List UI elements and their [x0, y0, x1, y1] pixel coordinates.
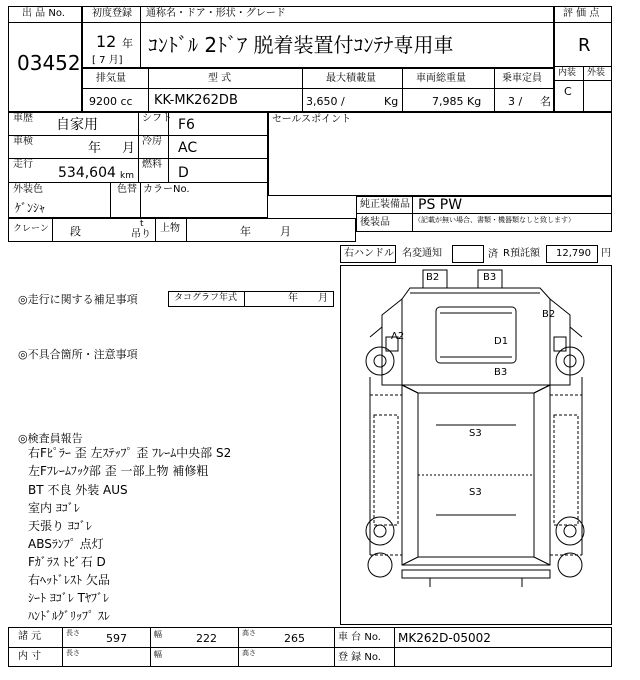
- inspector-line: BT 不良 外装 AUS: [28, 483, 128, 497]
- max-load-unit: Kg: [384, 95, 399, 108]
- fuel-label: 燃料: [142, 159, 162, 170]
- chassis-value: MK262D-05002: [398, 631, 491, 645]
- capacity-unit: 名: [540, 95, 551, 108]
- nameplate-label: 名変通知: [402, 248, 442, 259]
- displacement-label: 排気量: [96, 73, 126, 84]
- defects-label: ◎不具合箇所・注意事項: [18, 348, 138, 361]
- height-label: 高さ: [242, 629, 256, 637]
- lot-label: 出 品 No.: [22, 8, 65, 19]
- color-change-label: 色替: [117, 184, 137, 195]
- capacity-value: 3 /: [508, 95, 523, 108]
- ac-label: 冷房: [142, 136, 162, 147]
- width-label: 幅: [154, 630, 162, 639]
- exterior-color-value: ｹﾞﾝｼｬ: [15, 201, 46, 215]
- exterior-grade-label: 外装: [587, 68, 606, 78]
- damage-mark-d1: D1: [494, 336, 509, 347]
- exterior-color-label: 外装色: [13, 184, 43, 195]
- registration-label: 登 録 No.: [338, 652, 381, 663]
- equipment-value: PS PW: [418, 197, 463, 213]
- inspector-line: ｼｰﾄ ﾖｺﾞﾚ Tﾔﾌﾞﾚ: [28, 591, 109, 605]
- fuel-value: D: [178, 165, 189, 181]
- interior-dimensions-label: 内 寸: [18, 651, 42, 662]
- upper-year: 年: [240, 225, 251, 238]
- tachograph-label: タコグラフ年式: [174, 293, 238, 303]
- equipment-label: 純正装備品: [360, 199, 410, 210]
- inspector-line: ﾊﾝﾄﾞﾙｸﾞﾘｯﾌﾟ ｽﾚ: [28, 609, 110, 623]
- interior-height-label: 高さ: [242, 649, 256, 657]
- recycle-value: 12,790: [556, 248, 591, 259]
- chassis-label: 車 台 No.: [338, 632, 381, 643]
- inspection-label: 車検: [13, 136, 33, 147]
- interior-length-label: 長さ: [66, 649, 80, 657]
- truck-diagram: [340, 265, 612, 625]
- recycle-prefix: 済: [488, 249, 498, 260]
- damage-mark-s3-front: S3: [469, 428, 482, 439]
- interior-grade-label: 内装: [558, 68, 577, 78]
- model-label: 型 式: [208, 73, 232, 84]
- damage-mark-b3-mirror: B3: [483, 272, 497, 283]
- specs-dimensions-label: 諸 元: [18, 631, 42, 642]
- length-value: 597: [106, 632, 127, 645]
- car-name-label: 通称名・ドア・形状・グレード: [146, 8, 286, 19]
- damage-mark-b3-door: B3: [494, 367, 508, 378]
- driving-notes-label: ◎走行に関する補足事項: [18, 293, 138, 306]
- aftermarket-note: （記載が無い場合、書類・機器類なしと致します）: [414, 216, 575, 224]
- first-reg-label: 初度登録: [92, 8, 132, 19]
- mileage-label: 走行: [13, 159, 33, 170]
- shift-value: F6: [178, 117, 195, 133]
- lot-number: 03452: [17, 51, 81, 75]
- damage-mark-b2-mirror: B2: [426, 272, 440, 283]
- mileage-unit: km: [120, 171, 134, 181]
- damage-mark-a2: A2: [391, 331, 405, 342]
- sales-points-label: セールスポイント: [272, 114, 352, 125]
- inspector-line: 室内 ﾖｺﾞﾚ: [28, 501, 80, 515]
- interior-width-label: 幅: [154, 650, 162, 659]
- gross-weight-label: 車両総重量: [416, 73, 466, 84]
- capacity-label: 乗車定員: [502, 73, 542, 84]
- inspector-line: Fｶﾞﾗｽ ﾄﾋﾞ石 D: [28, 555, 106, 569]
- upper-month: 月: [280, 225, 291, 238]
- recycle-unit: 円: [601, 248, 611, 259]
- interior-grade-value: C: [564, 85, 572, 98]
- inspector-line: ABSﾗﾝﾌﾟ 点灯: [28, 537, 104, 551]
- aftermarket-label: 後装品: [360, 217, 390, 228]
- shift-label: シフト: [142, 113, 172, 124]
- ac-value: AC: [178, 140, 198, 156]
- gross-weight-value: 7,985 Kg: [432, 95, 482, 108]
- upper-label: 上物: [160, 223, 180, 234]
- inspection-year: 年: [88, 141, 102, 156]
- crane-label: クレーン: [13, 224, 49, 234]
- inspector-line: 右Fﾋﾟﾗｰ 歪 左ｽﾃｯﾌﾟ 歪 ﾌﾚｰﾑ中央部 S2: [28, 446, 232, 460]
- first-reg-year-unit: 年: [122, 37, 133, 50]
- inspector-line: 左Fﾌﾚｰﾑﾌｯｸ部 歪 一部上物 補修粗: [28, 464, 209, 478]
- length-label: 長さ: [66, 629, 80, 637]
- rating-value: R: [578, 35, 591, 56]
- displacement-value: 9200 cc: [89, 95, 133, 108]
- car-name: ｺﾝﾄﾞﾙ 2ﾄﾞｱ 脱着装置付ｺﾝﾃﾅ専用車: [148, 33, 454, 57]
- crane-stage-unit: 段: [70, 225, 81, 238]
- height-value: 265: [284, 632, 305, 645]
- crane-box: [8, 218, 356, 242]
- tachograph-year: 年: [288, 293, 298, 304]
- rating-label: 評 価 点: [563, 8, 600, 19]
- max-load-value: 3,650 /: [306, 95, 345, 108]
- mileage-value: 534,604: [58, 165, 116, 181]
- damage-mark-b2-door: B2: [542, 309, 556, 320]
- inspection-month: 月: [122, 141, 136, 156]
- inspector-line: 天張り ﾖｺﾞﾚ: [28, 519, 92, 533]
- crane-ton-unit: 吊り: [131, 229, 151, 240]
- width-value: 222: [196, 632, 217, 645]
- inspector-line: 右ﾍｯﾄﾞﾚｽﾄ 欠品: [28, 573, 110, 587]
- first-reg-month: [ 7 月]: [92, 55, 123, 66]
- crane-ton-top: t: [140, 219, 144, 229]
- max-load-label: 最大積載量: [326, 73, 376, 84]
- history-label: 車歴: [13, 113, 33, 124]
- steering-handle: 右ハンドル: [344, 248, 394, 259]
- model-value: KK-MK262DB: [154, 93, 238, 108]
- nameplate-field: [452, 245, 484, 263]
- tachograph-month: 月: [318, 293, 328, 304]
- recycle-label: R預託額: [503, 248, 540, 259]
- color-number-label: カラーNo.: [143, 184, 190, 195]
- first-reg-year: 12: [96, 32, 117, 51]
- history-value: 自家用: [56, 117, 98, 133]
- inspector-report-label: ◎検査員報告: [18, 432, 83, 445]
- damage-mark-s3-rear: S3: [469, 487, 482, 498]
